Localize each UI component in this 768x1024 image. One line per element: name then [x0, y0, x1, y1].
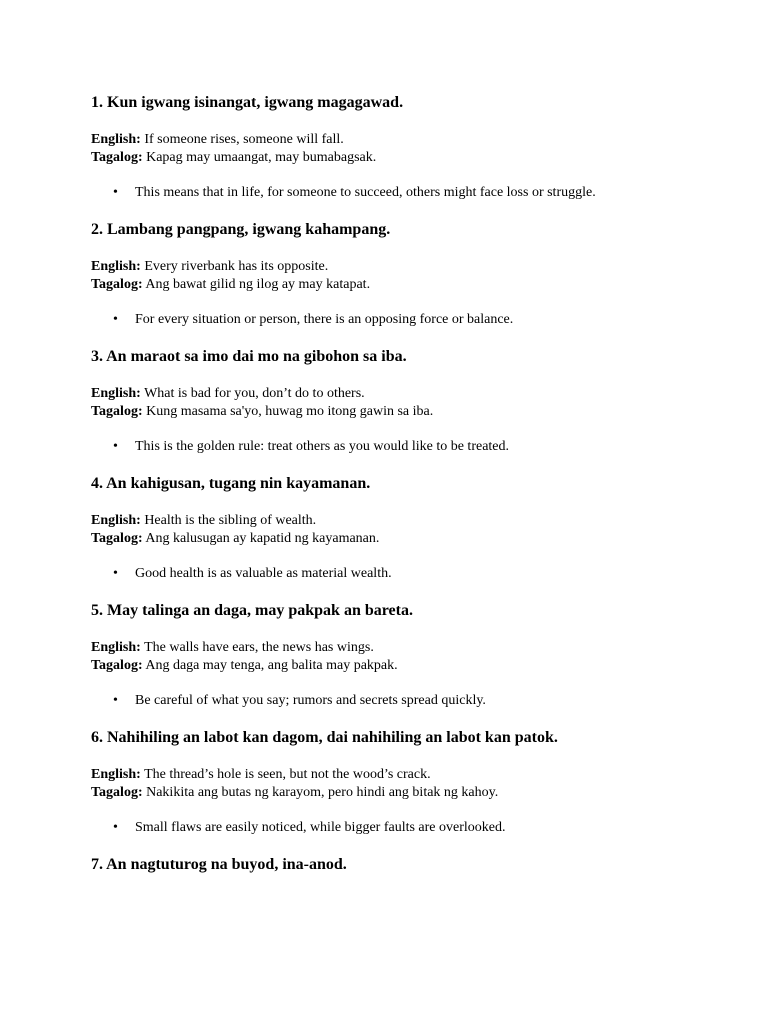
meaning-text: This is the golden rule: treat others as you would like to be treated. [135, 439, 510, 454]
english-label: English: [91, 386, 141, 401]
tagalog-translation [91, 276, 708, 294]
english-text: The walls have ears, the news has wings. [144, 640, 374, 655]
tagalog-text: Kapag may umaangat, may bumabagsak. [146, 150, 377, 165]
tagalog-translation [91, 149, 708, 167]
proverb-title: 4. An kahigusan, tugang nin kayamanan. [91, 475, 371, 492]
meaning-text: Good health is as valuable as material wealth. [135, 566, 392, 581]
meaning-text: For every situation or person, there is an opposing force or balance. [135, 312, 514, 327]
meaning-list [91, 692, 708, 710]
english-text: Every riverbank has its opposite. [144, 259, 329, 274]
meaning-item [91, 692, 708, 710]
meaning-list [91, 565, 708, 583]
proverb-title: 7. An nagtuturog na buyod, ina-anod. [91, 856, 347, 873]
proverb-6 [91, 728, 708, 837]
tagalog-translation [91, 657, 708, 675]
meaning-list [91, 438, 708, 456]
english-label: English: [91, 767, 141, 782]
english-label: English: [91, 259, 141, 274]
tagalog-label: Tagalog: [91, 404, 143, 419]
proverb-title: 1. Kun igwang isinangat, igwang magagawad. [91, 94, 404, 111]
proverb-title: 3. An maraot sa imo dai mo na gibohon sa iba. [91, 348, 407, 365]
meaning-item [91, 184, 708, 202]
tagalog-label: Tagalog: [91, 658, 143, 673]
meaning-text: Be careful of what you say; rumors and secrets spread quickly. [135, 693, 486, 708]
meaning-item [91, 438, 708, 456]
proverb-title: 6. Nahihiling an labot kan dagom, dai nahihiling an labot kan patok. [91, 729, 558, 746]
english-translation [91, 766, 708, 784]
bullet-icon: • [113, 312, 118, 327]
proverb-3 [91, 347, 708, 456]
proverb-title: 5. May talinga an daga, may pakpak an bareta. [91, 602, 413, 619]
english-label: English: [91, 640, 141, 655]
tagalog-label: Tagalog: [91, 277, 143, 292]
bullet-icon: • [113, 820, 118, 835]
english-text: If someone rises, someone will fall. [144, 132, 344, 147]
meaning-list [91, 184, 708, 202]
english-translation [91, 131, 708, 149]
bullet-icon: • [113, 439, 118, 454]
english-translation [91, 258, 708, 276]
english-label: English: [91, 513, 141, 528]
tagalog-translation [91, 403, 708, 421]
meaning-text: This means that in life, for someone to succeed, others might face loss or struggle. [135, 185, 596, 200]
english-label: English: [91, 132, 141, 147]
tagalog-translation [91, 784, 708, 802]
meaning-text: Small flaws are easily noticed, while bigger faults are overlooked. [135, 820, 506, 835]
proverb-2 [91, 220, 708, 329]
tagalog-label: Tagalog: [91, 785, 143, 800]
tagalog-text: Nakikita ang butas ng karayom, pero hindi ang bitak ng kahoy. [146, 785, 499, 800]
tagalog-translation [91, 530, 708, 548]
english-translation [91, 385, 708, 403]
meaning-item [91, 565, 708, 583]
tagalog-text: Ang bawat gilid ng ilog ay may katapat. [145, 277, 371, 292]
meaning-item [91, 311, 708, 329]
english-translation [91, 639, 708, 657]
proverb-1 [91, 93, 708, 202]
tagalog-text: Kung masama sa'yo, huwag mo itong gawin sa iba. [146, 404, 434, 419]
proverb-5 [91, 601, 708, 710]
english-text: The thread’s hole is seen, but not the wood’s crack. [144, 767, 431, 782]
meaning-list [91, 819, 708, 837]
proverb-7 [91, 855, 708, 875]
proverb-4 [91, 474, 708, 583]
proverb-title: 2. Lambang pangpang, igwang kahampang. [91, 221, 391, 238]
english-text: What is bad for you, don’t do to others. [144, 386, 365, 401]
tagalog-text: Ang kalusugan ay kapatid ng kayamanan. [145, 531, 380, 546]
tagalog-label: Tagalog: [91, 150, 143, 165]
bullet-icon: • [113, 185, 118, 200]
english-text: Health is the sibling of wealth. [144, 513, 317, 528]
bullet-icon: • [113, 566, 118, 581]
bullet-icon: • [113, 693, 118, 708]
meaning-item [91, 819, 708, 837]
tagalog-text: Ang daga may tenga, ang balita may pakpak. [145, 658, 398, 673]
english-translation [91, 512, 708, 530]
meaning-list [91, 311, 708, 329]
tagalog-label: Tagalog: [91, 531, 143, 546]
